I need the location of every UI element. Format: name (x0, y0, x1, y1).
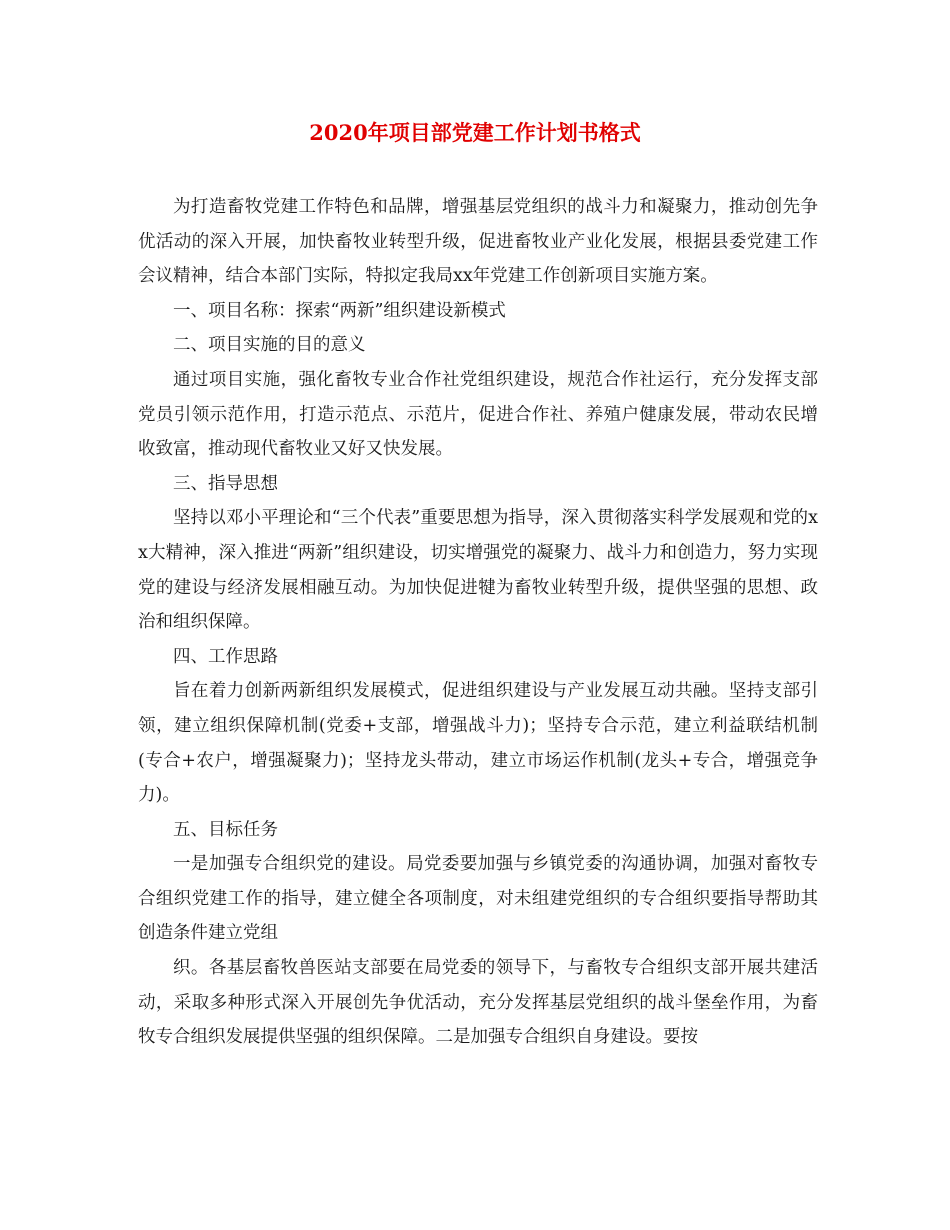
paragraph-goals-2: 织。各基层畜牧兽医站支部要在局党委的领导下，与畜牧专合组织支部开展共建活动，采取多种形式深入开展创先争优活动，充分发挥基层党组织的战斗堡垒作用，为畜牧专合组织发展提供坚强的组织保障。二是加强专合组织自身建设。要按 (138, 958, 818, 1048)
heading-guiding-thought: 三、指导思想 (173, 473, 278, 494)
paragraph-guiding-thought: 坚持以邓小平理论和“三个代表”重要思想为指导，深入贯彻落实科学发展观和党的xx大精神，深入推进“两新”组织建设，切实增强党的凝聚力、战斗力和创造力，努力实现党的建设与经济发展相融互动。为加快促进犍为畜牧业转型升级，提供坚强的思想、政治和组织保障。 (138, 508, 818, 633)
heading-goals: 五、目标任务 (173, 819, 278, 840)
paragraph-intro: 为打造畜牧党建工作特色和品牌，增强基层党组织的战斗力和凝聚力，推动创先争优活动的深入开展，加快畜牧业转型升级，促进畜牧业产业化发展，根据县委党建工作会议精神，结合本部门实际，特拟定我局xx年党建工作创新项目实施方案。 (138, 197, 818, 287)
paragraph-work-approach: 旨在着力创新两新组织发展模式，促进组织建设与产业发展互动共融。坚持支部引领，建立组织保障机制(党委+支部，增强战斗力)；坚持专合示范，建立利益联结机制(专合+农户，增强凝聚力)；坚持龙头带动，建立市场运作机制(龙头+专合，增强竞争力)。 (138, 681, 818, 806)
heading-work-approach: 四、工作思路 (173, 646, 278, 667)
paragraph-goals-1: 一是加强专合组织党的建设。局党委要加强与乡镇党委的沟通协调，加强对畜牧专合组织党建工作的指导，建立健全各项制度，对未组建党组织的专合组织要指导帮助其创造条件建立党组 (138, 854, 818, 944)
paragraph-purpose: 通过项目实施，强化畜牧专业合作社党组织建设，规范合作社运行，充分发挥支部党员引领示范作用，打造示范点、示范片，促进合作社、养殖户健康发展，带动农民增收致富，推动现代畜牧业又好又快发展。 (138, 369, 818, 460)
document-body (138, 190, 818, 1055)
heading-purpose: 二、项目实施的目的意义 (173, 335, 366, 356)
heading-project-name: 一、项目名称：探索“两新”组织建设新模式 (173, 300, 506, 321)
document-title: 2020年项目部党建工作计划书格式 (309, 120, 641, 145)
